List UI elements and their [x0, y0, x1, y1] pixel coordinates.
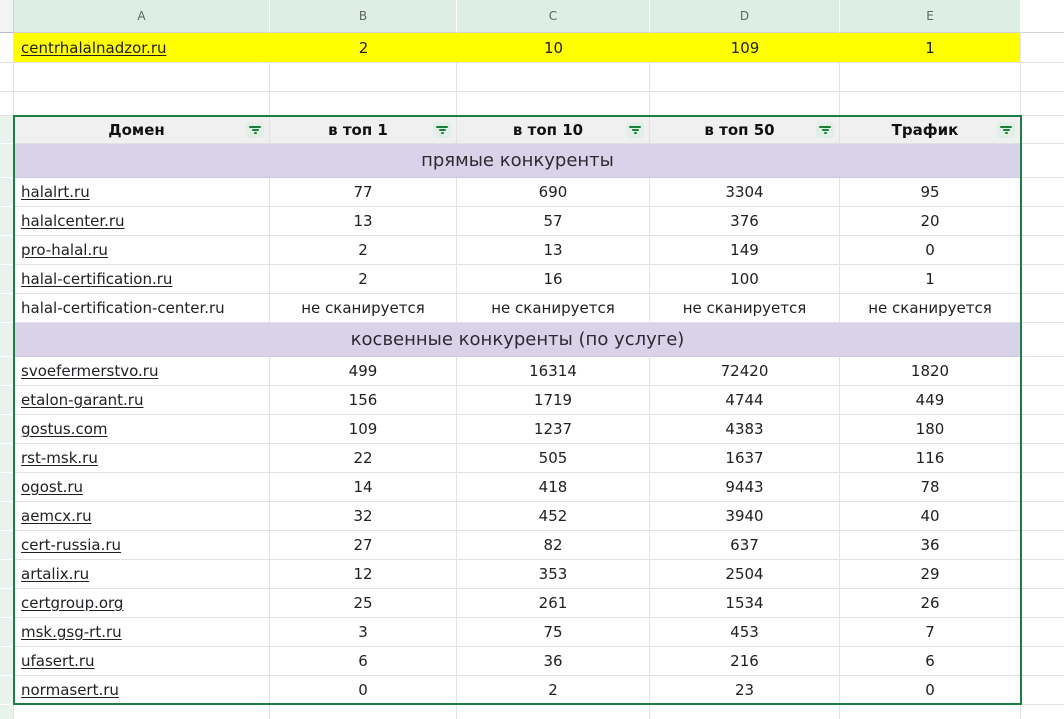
- corner-cell[interactable]: [0, 0, 14, 33]
- cell-top50[interactable]: 3940: [650, 502, 840, 531]
- section-title-cell[interactable]: [14, 144, 1021, 178]
- table-row: [0, 560, 1064, 589]
- cell-traffic[interactable]: 116: [840, 444, 1021, 473]
- empty-cell[interactable]: [840, 92, 1021, 116]
- filter-funnel-icon[interactable]: [997, 122, 1015, 138]
- empty-row: [0, 63, 1064, 92]
- header-label: Трафик: [891, 120, 959, 139]
- row-header[interactable]: [0, 415, 14, 444]
- header-label: в топ 50: [704, 120, 775, 139]
- cell-top10[interactable]: 261: [457, 589, 650, 618]
- table-row: [0, 236, 1064, 265]
- cell-top50[interactable]: 149: [650, 236, 840, 265]
- domain-cell[interactable]: [14, 178, 270, 207]
- domain-cell[interactable]: [14, 618, 270, 647]
- filter-funnel-icon[interactable]: [816, 122, 834, 138]
- row-header[interactable]: [0, 386, 14, 415]
- cell-f: [1021, 589, 1064, 618]
- domain-cell[interactable]: [14, 357, 270, 386]
- row-header[interactable]: [0, 502, 14, 531]
- row-header[interactable]: [0, 589, 14, 618]
- cell-f: [1021, 415, 1064, 444]
- table-header-top10[interactable]: [457, 116, 650, 144]
- row-header[interactable]: [0, 531, 14, 560]
- table-body: [0, 144, 1064, 705]
- table-row: [0, 589, 1064, 618]
- domain-link[interactable]: cert-russia.ru: [21, 536, 122, 554]
- empty-cell[interactable]: [14, 705, 270, 719]
- domain-link[interactable]: centrhalalnadzor.ru: [21, 38, 167, 57]
- cell-top10[interactable]: 10: [457, 33, 650, 63]
- table-row: [0, 386, 1064, 415]
- cell-traffic[interactable]: 180: [840, 415, 1021, 444]
- row-header[interactable]: [0, 63, 14, 92]
- empty-cell[interactable]: [840, 705, 1021, 719]
- filter-funnel-icon[interactable]: [433, 122, 451, 138]
- cell-top50[interactable]: 216: [650, 647, 840, 676]
- cell-top50[interactable]: 4383: [650, 415, 840, 444]
- row-header[interactable]: [0, 92, 14, 116]
- cell-traffic[interactable]: 0: [840, 676, 1021, 705]
- empty-cell: [1021, 63, 1064, 92]
- domain-link[interactable]: artalix.ru: [21, 565, 90, 583]
- cell-top10[interactable]: 82: [457, 531, 650, 560]
- empty-cell[interactable]: [457, 63, 650, 92]
- header-label: Домен: [108, 120, 165, 139]
- row-header[interactable]: [0, 33, 14, 63]
- table-row: [0, 676, 1064, 705]
- row-header[interactable]: [0, 207, 14, 236]
- row-header[interactable]: [0, 560, 14, 589]
- table-row: [0, 473, 1064, 502]
- table-header-domain[interactable]: [14, 116, 270, 144]
- cell-traffic[interactable]: 1820: [840, 357, 1021, 386]
- domain-cell[interactable]: [14, 294, 270, 323]
- cell-traffic[interactable]: 78: [840, 473, 1021, 502]
- row-header[interactable]: [0, 357, 14, 386]
- table-row: [0, 207, 1064, 236]
- row-header[interactable]: [0, 473, 14, 502]
- cell-top50[interactable]: 4744: [650, 386, 840, 415]
- table-row: [0, 357, 1064, 386]
- cell-f: [1021, 33, 1064, 63]
- cell-top10[interactable]: 57: [457, 207, 650, 236]
- cell-top10[interactable]: 16: [457, 265, 650, 294]
- cell-f: [1021, 265, 1064, 294]
- cell-top1[interactable]: 32: [270, 502, 457, 531]
- domain-link[interactable]: ogost.ru: [21, 478, 84, 496]
- cell-top50[interactable]: 376: [650, 207, 840, 236]
- empty-row: [0, 705, 1064, 719]
- cell-top50[interactable]: 9443: [650, 473, 840, 502]
- cell-traffic[interactable]: 26: [840, 589, 1021, 618]
- cell-top10[interactable]: 418: [457, 473, 650, 502]
- cell-top50[interactable]: 3304: [650, 178, 840, 207]
- cell-top10[interactable]: 690: [457, 178, 650, 207]
- empty-cell[interactable]: [270, 63, 457, 92]
- table-row: [0, 618, 1064, 647]
- domain-link[interactable]: aemcx.ru: [21, 507, 92, 525]
- cell-top1[interactable]: 14: [270, 473, 457, 502]
- domain-cell[interactable]: [14, 589, 270, 618]
- domain-cell[interactable]: [14, 33, 270, 63]
- empty-cell: [1021, 705, 1064, 719]
- domain-cell[interactable]: [14, 265, 270, 294]
- row-header[interactable]: [0, 323, 14, 357]
- column-header-f[interactable]: [1021, 0, 1064, 33]
- domain-link[interactable]: halalrt.ru: [21, 183, 90, 201]
- table-header-top1[interactable]: [270, 116, 457, 144]
- table-row: [0, 294, 1064, 323]
- cell-top1[interactable]: 2: [270, 33, 457, 63]
- table-row: [0, 502, 1064, 531]
- cell-top1[interactable]: 13: [270, 207, 457, 236]
- cell-top50[interactable]: 109: [650, 33, 840, 63]
- cell-top10[interactable]: 16314: [457, 357, 650, 386]
- cell-top50[interactable]: 100: [650, 265, 840, 294]
- empty-cell[interactable]: [14, 63, 270, 92]
- cell-top1[interactable]: 27: [270, 531, 457, 560]
- domain-link[interactable]: etalon-garant.ru: [21, 391, 144, 409]
- cell-top1[interactable]: 22: [270, 444, 457, 473]
- cell-top1[interactable]: 109: [270, 415, 457, 444]
- table-header-traffic[interactable]: [840, 116, 1021, 144]
- cell-top1[interactable]: 499: [270, 357, 457, 386]
- cell-top10[interactable]: не сканируется: [457, 294, 650, 323]
- table-row: [0, 265, 1064, 294]
- empty-row: [0, 92, 1064, 116]
- domain-cell[interactable]: [14, 236, 270, 265]
- row-header[interactable]: [0, 236, 14, 265]
- domain-cell[interactable]: [14, 386, 270, 415]
- domain-link[interactable]: halalcenter.ru: [21, 212, 125, 230]
- filter-funnel-icon[interactable]: [626, 122, 644, 138]
- row-header[interactable]: [0, 647, 14, 676]
- cell-traffic[interactable]: 29: [840, 560, 1021, 589]
- cell-traffic[interactable]: 449: [840, 386, 1021, 415]
- domain-link[interactable]: msk.gsg-rt.ru: [21, 623, 122, 641]
- cell-f: [1021, 178, 1064, 207]
- cell-f: [1021, 116, 1064, 144]
- cell-top50[interactable]: 2504: [650, 560, 840, 589]
- section-header-row: [0, 323, 1064, 357]
- cell-f: [1021, 531, 1064, 560]
- row-header[interactable]: [0, 265, 14, 294]
- table-header-row: [0, 116, 1064, 144]
- domain-link[interactable]: normasert.ru: [21, 681, 119, 699]
- cell-traffic[interactable]: 1: [840, 265, 1021, 294]
- cell-top50[interactable]: 1637: [650, 444, 840, 473]
- cell-f: [1021, 444, 1064, 473]
- table-row: [0, 415, 1064, 444]
- domain-link[interactable]: gostus.com: [21, 420, 108, 438]
- domain-link[interactable]: svoefermerstvo.ru: [21, 362, 159, 380]
- table-row: [0, 178, 1064, 207]
- domain-cell[interactable]: [14, 647, 270, 676]
- cell-top1[interactable]: 6: [270, 647, 457, 676]
- cell-top10[interactable]: 36: [457, 647, 650, 676]
- cell-traffic[interactable]: 95: [840, 178, 1021, 207]
- cell-f: [1021, 386, 1064, 415]
- section-title: косвенные конкуренты (по услуге): [350, 329, 685, 350]
- row-header[interactable]: [0, 618, 14, 647]
- cell-top1[interactable]: 2: [270, 236, 457, 265]
- domain-cell[interactable]: [14, 531, 270, 560]
- domain-link[interactable]: certgroup.org: [21, 594, 124, 612]
- cell-top50[interactable]: не сканируется: [650, 294, 840, 323]
- domain-text: halal-certification-center.ru: [21, 299, 225, 317]
- domain-link[interactable]: ufasert.ru: [21, 652, 95, 670]
- row-header[interactable]: [0, 705, 14, 719]
- table-row: [0, 444, 1064, 473]
- header-label: в топ 1: [328, 120, 388, 139]
- cell-traffic[interactable]: 1: [840, 33, 1021, 63]
- cell-top50[interactable]: 72420: [650, 357, 840, 386]
- cell-traffic[interactable]: не сканируется: [840, 294, 1021, 323]
- cell-top10[interactable]: 75: [457, 618, 650, 647]
- cell-traffic[interactable]: 20: [840, 207, 1021, 236]
- empty-cell[interactable]: [457, 92, 650, 116]
- domain-link[interactable]: halal-certification.ru: [21, 270, 173, 288]
- cell-traffic[interactable]: 40: [840, 502, 1021, 531]
- empty-cell[interactable]: [650, 705, 840, 719]
- domain-link[interactable]: pro-halal.ru: [21, 241, 108, 259]
- cell-f: [1021, 357, 1064, 386]
- cell-top1[interactable]: 156: [270, 386, 457, 415]
- column-header-row: [0, 0, 1064, 33]
- empty-cell: [1021, 92, 1064, 116]
- empty-cell[interactable]: [840, 63, 1021, 92]
- cell-traffic[interactable]: 6: [840, 647, 1021, 676]
- cell-top50[interactable]: 1534: [650, 589, 840, 618]
- cell-top1[interactable]: 77: [270, 178, 457, 207]
- domain-cell[interactable]: [14, 676, 270, 705]
- section-title: прямые конкуренты: [421, 150, 614, 171]
- cell-traffic[interactable]: 36: [840, 531, 1021, 560]
- cell-f: [1021, 676, 1064, 705]
- cell-f: [1021, 502, 1064, 531]
- domain-cell[interactable]: [14, 415, 270, 444]
- cell-top1[interactable]: 25: [270, 589, 457, 618]
- domain-cell[interactable]: [14, 473, 270, 502]
- empty-cell[interactable]: [650, 92, 840, 116]
- table-header-top50[interactable]: [650, 116, 840, 144]
- cell-top10[interactable]: 1719: [457, 386, 650, 415]
- cell-f: [1021, 618, 1064, 647]
- cell-top10[interactable]: 1237: [457, 415, 650, 444]
- empty-cell[interactable]: [270, 705, 457, 719]
- column-header-b[interactable]: B: [270, 0, 457, 33]
- header-label: в топ 10: [512, 120, 584, 139]
- cell-top10[interactable]: 353: [457, 560, 650, 589]
- cell-top10[interactable]: 13: [457, 236, 650, 265]
- cell-traffic[interactable]: 0: [840, 236, 1021, 265]
- cell-top50[interactable]: 637: [650, 531, 840, 560]
- domain-link[interactable]: rst-msk.ru: [21, 449, 98, 467]
- column-header-e[interactable]: E: [840, 0, 1021, 33]
- cell-top10[interactable]: 2: [457, 676, 650, 705]
- cell-f: [1021, 560, 1064, 589]
- row-header[interactable]: [0, 178, 14, 207]
- section-header-row: [0, 144, 1064, 178]
- domain-cell[interactable]: [14, 502, 270, 531]
- table-row: [0, 531, 1064, 560]
- highlighted-row: [0, 33, 1064, 63]
- row-header[interactable]: [0, 294, 14, 323]
- domain-cell[interactable]: [14, 444, 270, 473]
- cell-top50[interactable]: 23: [650, 676, 840, 705]
- row-header[interactable]: [0, 444, 14, 473]
- cell-top1[interactable]: 0: [270, 676, 457, 705]
- filter-funnel-icon[interactable]: [246, 122, 264, 138]
- cell-f: [1021, 144, 1064, 178]
- cell-top10[interactable]: 452: [457, 502, 650, 531]
- cell-top50[interactable]: 453: [650, 618, 840, 647]
- section-title-cell[interactable]: [14, 323, 1021, 357]
- row-header[interactable]: [0, 144, 14, 178]
- empty-cell[interactable]: [270, 92, 457, 116]
- cell-f: [1021, 207, 1064, 236]
- cell-top1[interactable]: не сканируется: [270, 294, 457, 323]
- cell-f: [1021, 473, 1064, 502]
- column-header-d[interactable]: D: [650, 0, 840, 33]
- domain-cell[interactable]: [14, 560, 270, 589]
- empty-cell[interactable]: [650, 63, 840, 92]
- cell-f: [1021, 323, 1064, 357]
- column-header-c[interactable]: C: [457, 0, 650, 33]
- cell-f: [1021, 294, 1064, 323]
- cell-f: [1021, 236, 1064, 265]
- empty-cell[interactable]: [14, 92, 270, 116]
- cell-f: [1021, 647, 1064, 676]
- cell-top1[interactable]: 2: [270, 265, 457, 294]
- cell-top1[interactable]: 12: [270, 560, 457, 589]
- empty-cell[interactable]: [457, 705, 650, 719]
- column-header-a[interactable]: A: [14, 0, 270, 33]
- row-header[interactable]: [0, 116, 14, 144]
- domain-cell[interactable]: [14, 207, 270, 236]
- cell-top1[interactable]: 3: [270, 618, 457, 647]
- cell-top10[interactable]: 505: [457, 444, 650, 473]
- table-row: [0, 647, 1064, 676]
- row-header[interactable]: [0, 676, 14, 705]
- cell-traffic[interactable]: 7: [840, 618, 1021, 647]
